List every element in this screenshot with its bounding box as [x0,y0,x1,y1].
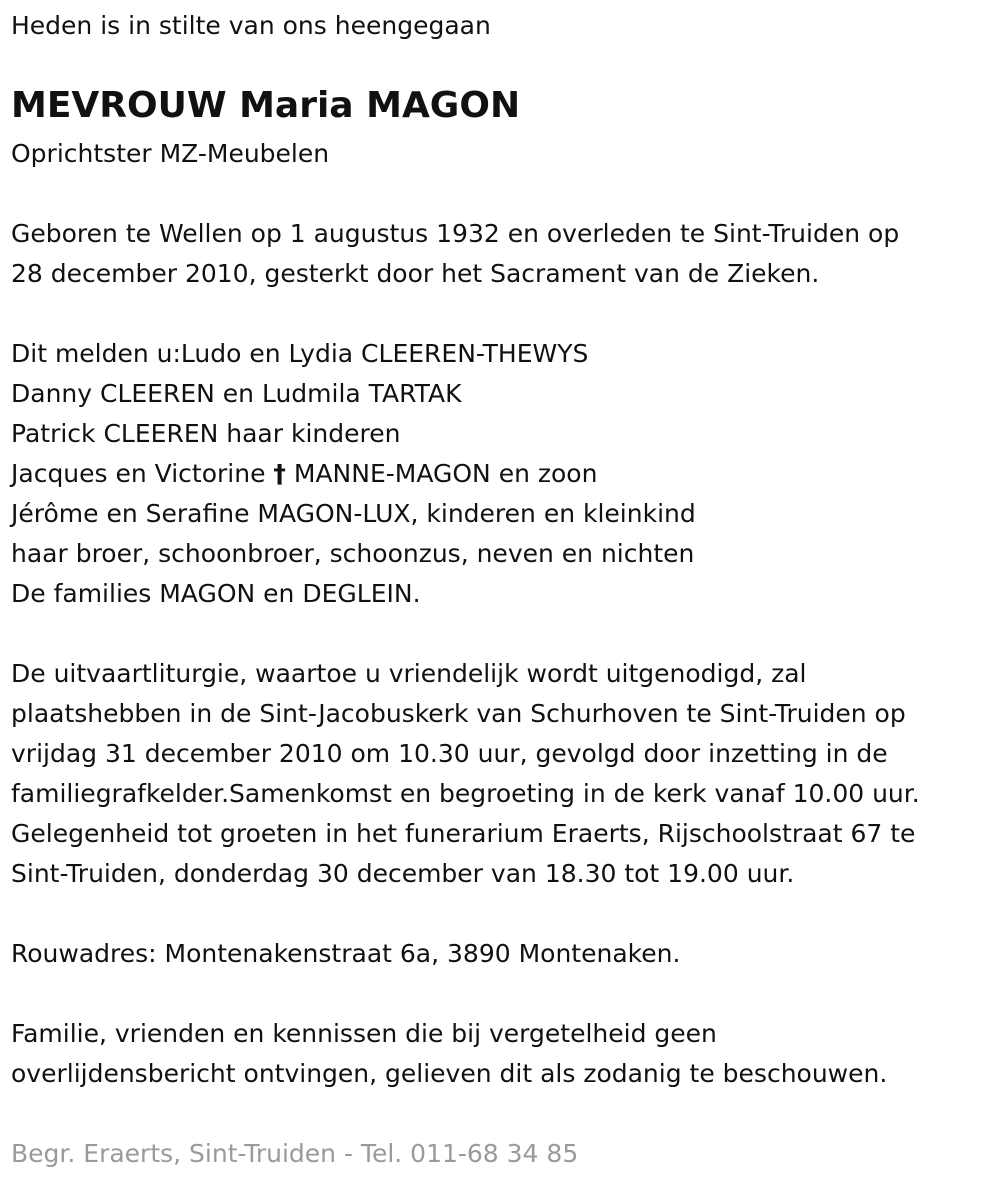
funeral-home-footer: Begr. Eraerts, Sint-Truiden - Tel. 011-68 34 85 [11,1139,579,1168]
family-line [11,454,696,494]
family-line: De families MAGON en DEGLEIN. [11,579,421,608]
intro-text: Heden is in stilte van ons heengegaan [11,11,491,40]
family-paragraph [11,334,696,614]
funeral-paragraph [11,654,920,894]
family-line: Jérôme en Serafine MAGON-LUX, kinderen en kleinkind [11,499,696,528]
note-line: Familie, vrienden en kennissen die bij vergetelheid geen [11,1019,717,1048]
funeral-line: De uitvaartliturgie, waartoe u vriendelijk wordt uitgenodigd, zal [11,659,807,688]
birth-line: 28 december 2010, gesterkt door het Sacrament van de Zieken. [11,259,820,288]
cross-icon: † [273,459,286,488]
family-line: Patrick CLEEREN haar kinderen [11,419,401,448]
deceased-subtitle: Oprichtster MZ-Meubelen [11,139,330,168]
birth-paragraph [11,214,899,294]
note-line: overlijdensbericht ontvingen, gelieven dit als zodanig te beschouwen. [11,1059,888,1088]
family-line: haar broer, schoonbroer, schoonzus, neven en nichten [11,539,695,568]
note-paragraph [11,1014,887,1094]
funeral-line: Gelegenheid tot groeten in het funerarium Eraerts, Rijschoolstraat 67 te [11,819,916,848]
family-line-part: Jacques en Victorine [11,459,274,488]
funeral-line: vrijdag 31 december 2010 om 10.30 uur, gevolgd door inzetting in de [11,739,888,768]
mourning-address: Rouwadres: Montenakenstraat 6a, 3890 Montenaken. [11,939,681,968]
deceased-name: MEVROUW Maria MAGON [11,85,521,126]
funeral-line: plaatshebben in de Sint-Jacobuskerk van Schurhoven te Sint-Truiden op [11,699,906,728]
address-paragraph [11,934,680,974]
family-line: Danny CLEEREN en Ludmila TARTAK [11,379,462,408]
funeral-line: familiegrafkelder.Samenkomst en begroeting in de kerk vanaf 10.00 uur. [11,779,920,808]
funeral-line: Sint-Truiden, donderdag 30 december van 18.30 tot 19.00 uur. [11,859,795,888]
family-line: Dit melden u:Ludo en Lydia CLEEREN-THEWYS [11,339,589,368]
family-line-part: MANNE-MAGON en zoon [285,459,598,488]
birth-line: Geboren te Wellen op 1 augustus 1932 en overleden te Sint-Truiden op [11,219,900,248]
